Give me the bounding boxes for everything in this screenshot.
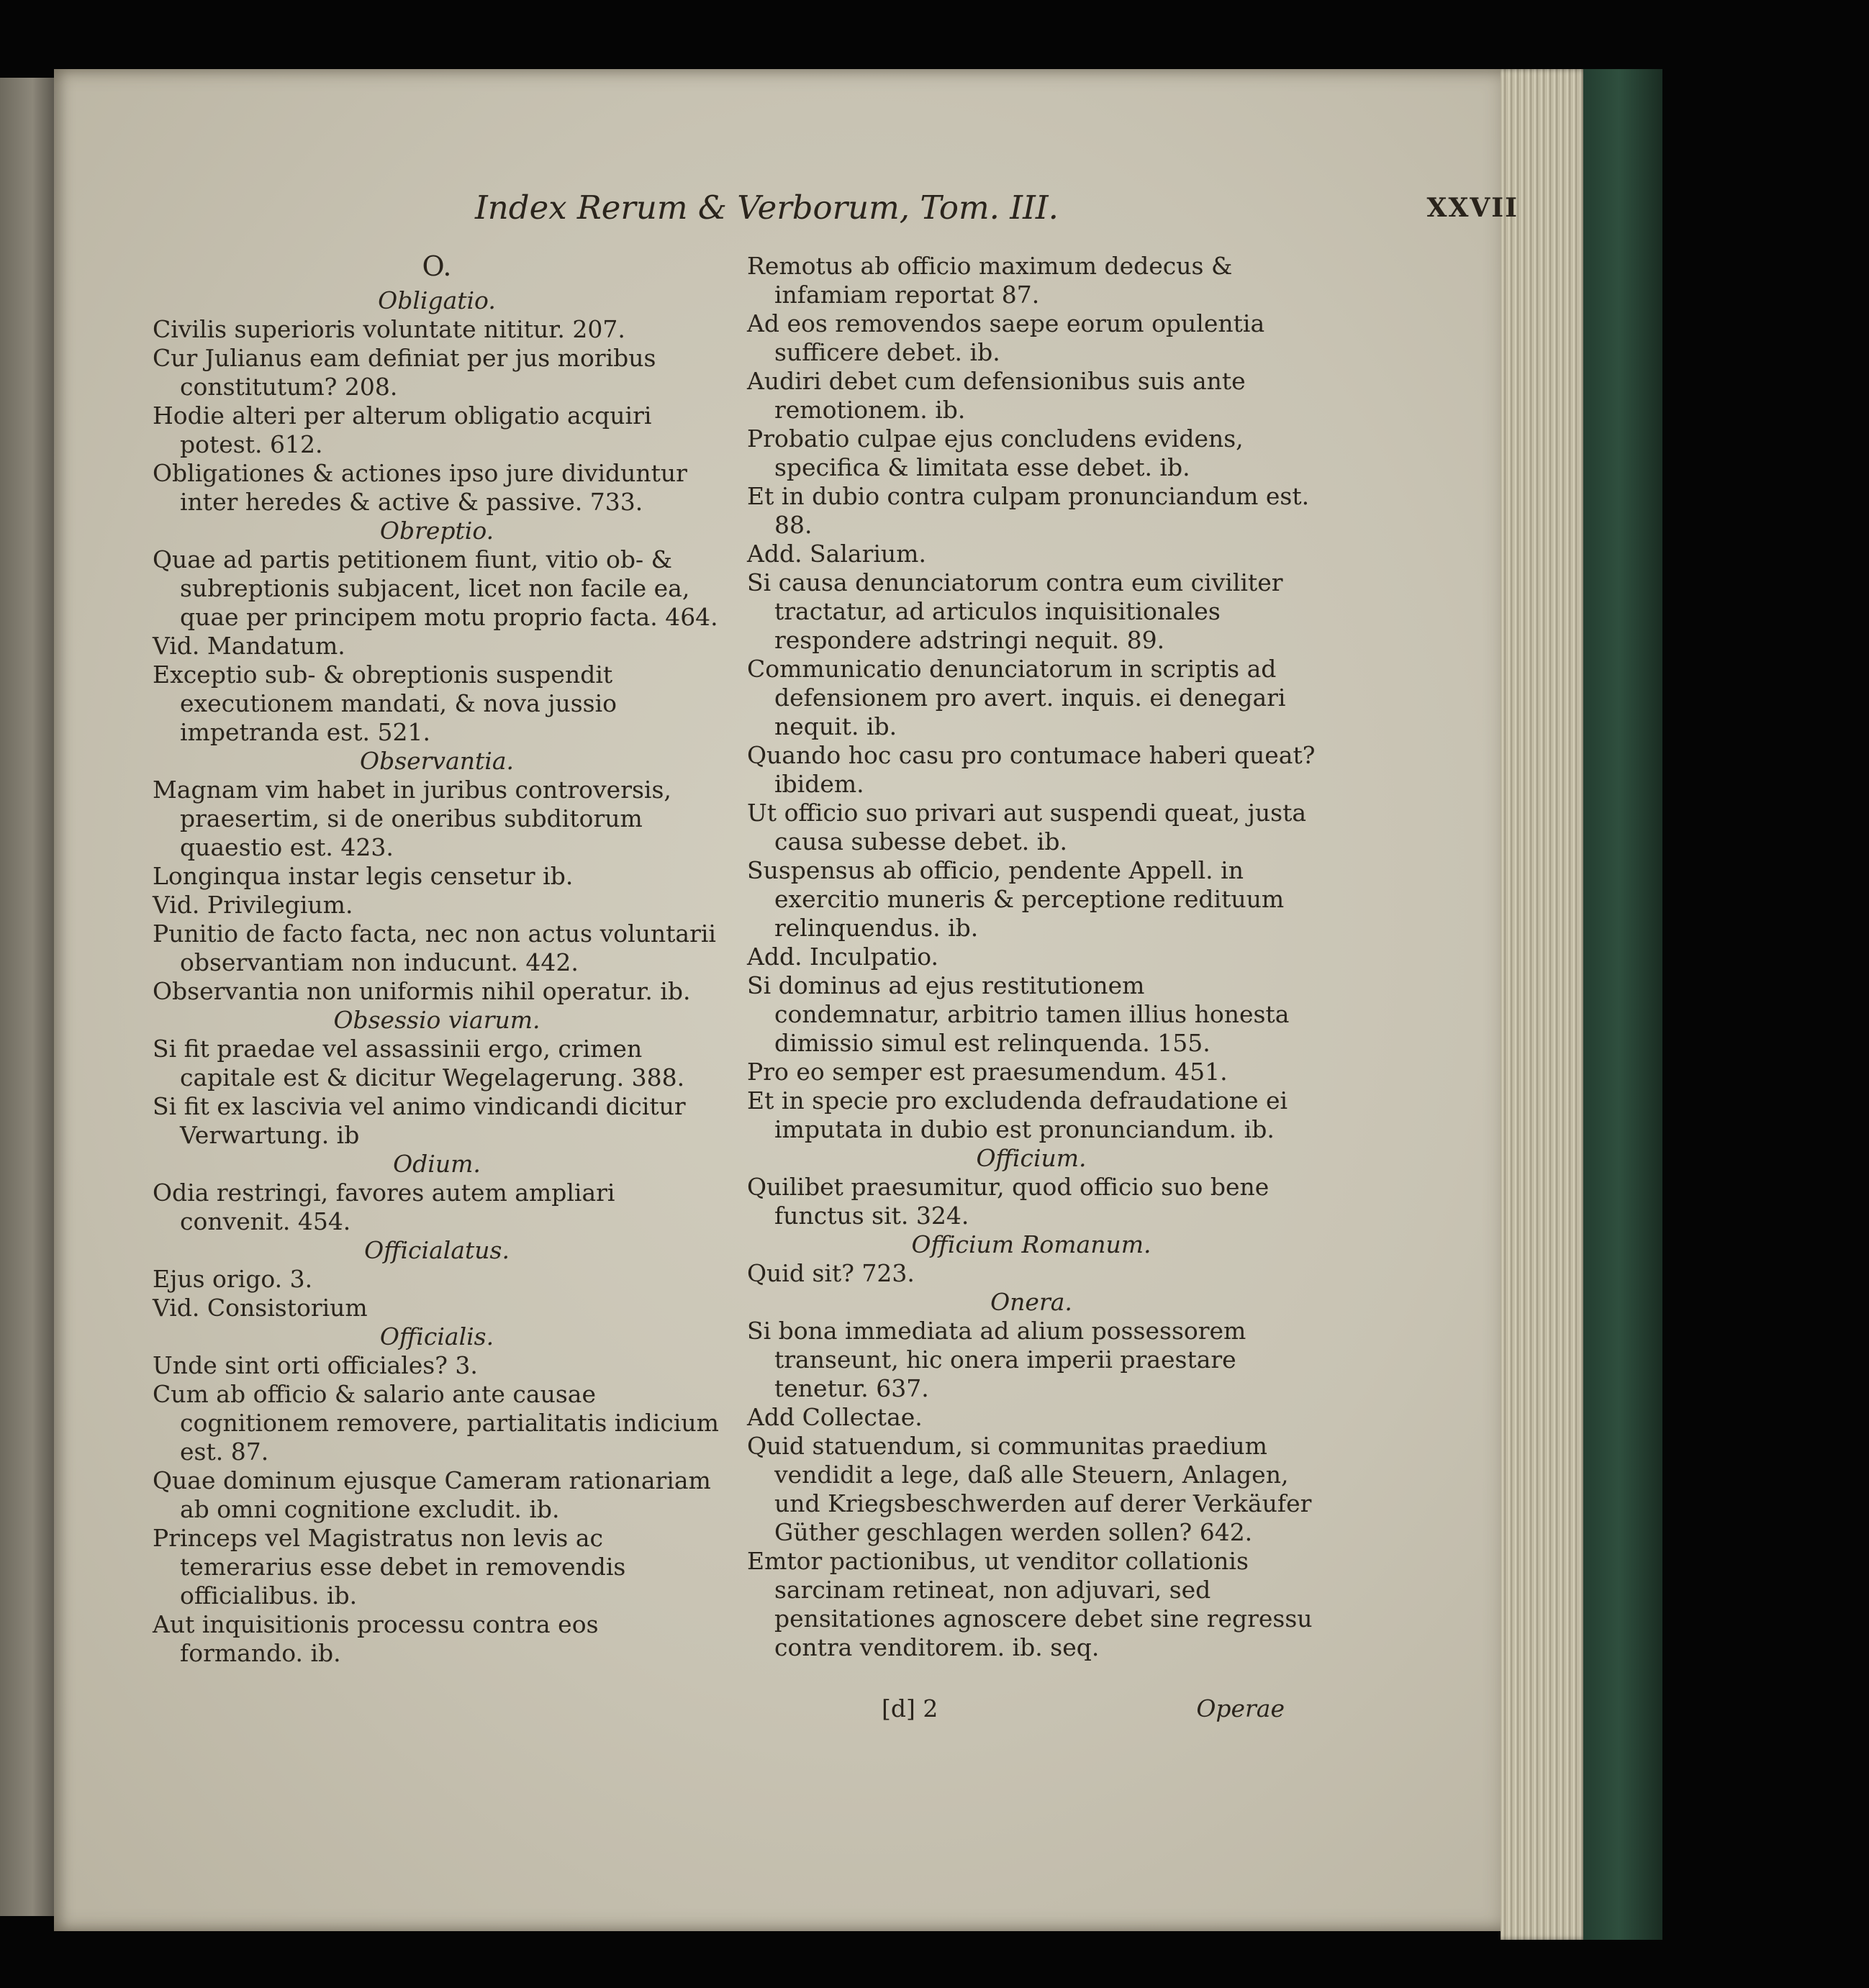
index-entry: Hodie alteri per alterum obligatio acquiri potest. 612. <box>153 401 652 458</box>
index-entry: Emtor pactionibus, ut venditor collationis sarcinam retineat, non adjuvari, sed pensitationes agnoscere debet sine regressu contra venditorem. ib. seq. <box>747 1547 1313 1661</box>
index-entry: Vid. Mandatum. <box>153 632 345 660</box>
catchword: Operae <box>1196 1694 1285 1723</box>
index-entry: Suspensus ab officio, pendente Appell. in exercitio muneris & perceptione redituum relinquendus. ib. <box>747 856 1285 942</box>
index-heading: Obligatio. <box>378 286 496 314</box>
running-head <box>475 189 1519 232</box>
page-number: XXVII <box>1426 193 1519 223</box>
index-entry: Obligationes & actiones ipso jure dividuntur inter heredes & active & passive. 733. <box>153 459 687 516</box>
index-heading: Observantia. <box>360 747 514 775</box>
book-cover <box>1583 69 1662 1940</box>
index-entry: Ut officio suo privari aut suspendi queat, justa causa subesse debet. ib. <box>747 799 1307 855</box>
index-entry: Observantia non uniformis nihil operatur. ib. <box>153 977 691 1005</box>
index-heading: Obreptio. <box>379 517 494 545</box>
index-entry: Si bona immediata ad alium possessorem transeunt, hic onera imperii praestare tenetur. 637. <box>747 1317 1246 1402</box>
index-entry: Add. Salarium. <box>747 540 926 568</box>
index-heading: Obsessio viarum. <box>333 1006 540 1034</box>
index-entry: Quilibet praesumitur, quod officio suo bene functus sit. 324. <box>747 1173 1270 1230</box>
index-entry: Add. Inculpatio. <box>747 943 939 971</box>
index-heading: Officialatus. <box>364 1236 510 1264</box>
index-entry: Cur Julianus eam definiat per jus moribus constitutum? 208. <box>153 344 656 401</box>
index-entry: Quae dominum ejusque Cameram rationariam ab omni cognitione excludit. ib. <box>153 1466 711 1523</box>
index-entry: Quando hoc casu pro contumace haberi queat? ibidem. <box>747 741 1316 798</box>
index-entry: Aut inquisitionis processu contra eos formando. ib. <box>153 1610 599 1667</box>
previous-page-edge <box>0 78 54 1916</box>
index-entry: Communicatio denunciatorum in scriptis ad defensionem pro avert. inquis. ei denegari nequit. ib. <box>747 655 1286 740</box>
index-entry: Et in dubio contra culpam pronunciandum est. 88. <box>747 482 1310 539</box>
index-entry: Add Collectae. <box>747 1403 923 1431</box>
index-entry: Vid. Privilegium. <box>153 891 353 919</box>
page-block-edges <box>1501 69 1587 1940</box>
index-entry: Punitio de facto facta, nec non actus voluntarii observantiam non inducunt. 442. <box>153 920 716 976</box>
index-entry: Odia restringi, favores autem ampliari convenit. 454. <box>153 1179 615 1235</box>
left-column <box>153 252 721 1668</box>
index-entry: Ejus origo. 3. <box>153 1265 313 1293</box>
index-heading: Officialis. <box>379 1322 494 1351</box>
running-head-title: Index Rerum & Verborum, Tom. III. <box>475 189 1059 227</box>
index-entry: Si dominus ad ejus restitutionem condemnatur, arbitrio tamen illius honesta dimissio simul est relinquenda. 155. <box>747 971 1290 1057</box>
index-entry: Et in specie pro excludenda defraudatione ei imputata in dubio est pronunciandum. ib. <box>747 1086 1288 1143</box>
index-entry: Princeps vel Magistratus non levis ac temerarius esse debet in removendis officialibus. ib. <box>153 1524 626 1610</box>
index-entry: Exceptio sub- & obreptionis suspendit executionem mandati, & nova jussio impetranda est. 521. <box>153 661 617 746</box>
index-entry: Audiri debet cum defensionibus suis ante remotionem. ib. <box>747 367 1246 424</box>
index-heading: Onera. <box>990 1288 1072 1316</box>
index-entry: Unde sint orti officiales? 3. <box>153 1351 478 1379</box>
index-heading: Officium. <box>976 1144 1087 1172</box>
index-entry: Si fit ex lascivia vel animo vindicandi dicitur Verwartung. ib <box>153 1092 686 1149</box>
index-entry: Quid statuendum, si communitas praedium vendidit a lege, daß alle Steuern, Anlagen, und Kriegsbeschwerden auf derer Verkäufer Güther geschlagen werden sollen? 642. <box>747 1432 1312 1546</box>
index-heading: Officium Romanum. <box>911 1230 1151 1258</box>
index-entry: Magnam vim habet in juribus controversis, praesertim, si de oneribus subditorum quaestio est. 423. <box>153 776 671 861</box>
index-entry: Pro eo semper est praesumendum. 451. <box>747 1058 1228 1086</box>
index-entry: Remotus ab officio maximum dedecus & infamiam reportat 87. <box>747 252 1233 309</box>
index-entry: Si fit praedae vel assassinii ergo, crimen capitale est & dicitur Wegelagerung. 388. <box>153 1035 685 1091</box>
index-entry: Longinqua instar legis censetur ib. <box>153 862 574 890</box>
index-entry: Civilis superioris voluntate nititur. 207. <box>153 315 625 343</box>
right-column <box>747 252 1316 1662</box>
index-heading: Odium. <box>393 1150 481 1178</box>
index-entry: Ad eos removendos saepe eorum opulentia sufficere debet. ib. <box>747 309 1265 366</box>
index-entry: Si causa denunciatorum contra eum civiliter tractatur, ad articulos inquisitionales respondere adstringi nequit. 89. <box>747 568 1283 654</box>
page-footer <box>882 1694 1285 1726</box>
signature-mark: [d] 2 <box>882 1694 938 1723</box>
section-letter: O. <box>422 250 452 282</box>
index-entry: Vid. Consistorium <box>153 1294 368 1322</box>
index-entry: Quae ad partis petitionem fiunt, vitio ob- & subreptionis subjacent, licet non facile ea, quae per principem motu proprio facta. 464. <box>153 545 718 631</box>
index-entry: Quid sit? 723. <box>747 1259 915 1287</box>
index-entry: Cum ab officio & salario ante causae cognitionem removere, partialitatis indicium est. 87. <box>153 1380 719 1466</box>
index-entry: Probatio culpae ejus concludens evidens, specifica & limitata esse debet. ib. <box>747 425 1244 481</box>
